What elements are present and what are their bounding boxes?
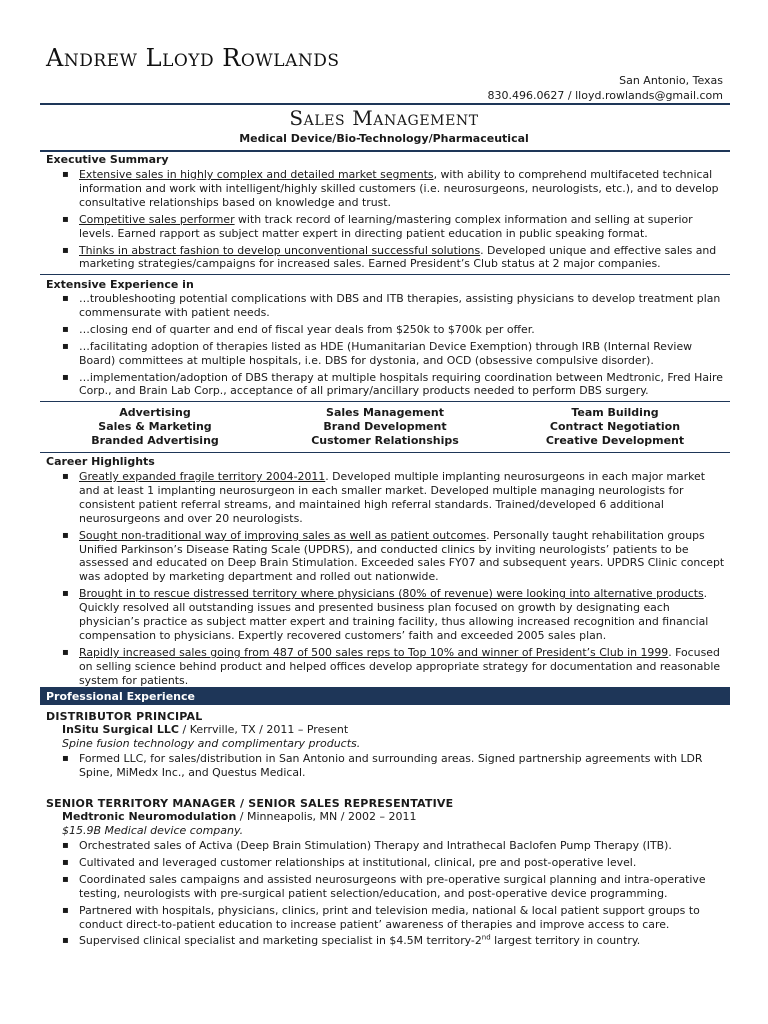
executive-summary-list bbox=[62, 168, 727, 274]
contact-info: 830.496.0627 / lloyd.rowlands@gmail.com bbox=[487, 89, 723, 102]
list-item: ▪ Extensive sales in highly complex and detailed market segments, with ability to comprehend multifaceted technical information and work with intelligent/highly skilled customers (i.e. neurosurgeons, neurologists, etc.), and to develop consultative relationships based on knowledge and trust. bbox=[62, 168, 727, 210]
executive-summary-heading: Executive Summary bbox=[46, 153, 169, 166]
list-item: ▪ Coordinated sales campaigns and assisted neurosurgeons with pre-operative surgical planning and intra-operative testing, neurologists with pre-surgical patient selection/education, and post-operative device programming. bbox=[62, 873, 727, 901]
job-title: DISTRIBUTOR PRINCIPAL bbox=[46, 710, 203, 723]
list-item: ▪ Competitive sales performer with track record of learning/mastering complex information and selling at superior levels. Earned rapport as subject matter expert in directing patient education in public speaking format. bbox=[62, 213, 727, 241]
contact-block bbox=[487, 73, 723, 103]
list-item: ▪ Partnered with hospitals, physicians, clinics, print and television media, national & local patient support groups to conduct direct-to-patient education to increase patient’ awareness of therapies and improve access to care. bbox=[62, 904, 727, 932]
company-description: Spine fusion technology and complimentary products. bbox=[62, 737, 361, 750]
list-item: ▪ Sought non-traditional way of improving sales as well as patient outcomes. Personally taught rehabilitation groups Unified Parkinson’s Disease Rating Scale (UPDRS), and conducted clinics by inviting neurologists’ patients to be assessed and educated on Deep Brain Stimulation. Exceeded sales FY07 and subsequent years. UPDRS Clinic concept was adopted by marketing department and rolled out nationwide. bbox=[62, 529, 727, 585]
candidate-name: Andrew Lloyd Rowlands bbox=[46, 44, 340, 72]
job-duties-list bbox=[62, 752, 727, 783]
job-duties-list bbox=[62, 839, 727, 951]
list-item: ▪ Cultivated and leveraged customer relationships at institutional, clinical, pre and post-operative level. bbox=[62, 856, 727, 870]
list-item: ▪ Formed LLC, for sales/distribution in San Antonio and surrounding areas. Signed partnership agreements with LDR Spine, MiMedx Inc., and Questus Medical. bbox=[62, 752, 727, 780]
title-rule bbox=[40, 150, 730, 152]
list-item: ▪ Supervised clinical specialist and marketing specialist in $4.5M territory-2nd largest territory in country. bbox=[62, 934, 727, 948]
skills-column-2: Sales Management Brand Development Customer Relationships bbox=[311, 406, 459, 447]
section-rule bbox=[40, 274, 730, 275]
list-item: ▪ Thinks in abstract fashion to develop unconventional successful solutions. Developed unique and effective sales and marketing strategies/campaigns for increased sales. Earned President’s Club status at 2 major companies. bbox=[62, 244, 727, 272]
career-highlights-list bbox=[62, 470, 727, 691]
section-rule bbox=[40, 401, 730, 402]
company-name: Medtronic Neuromodulation bbox=[62, 810, 237, 823]
job-title: SENIOR TERRITORY MANAGER / SENIOR SALES REPRESENTATIVE bbox=[46, 797, 454, 810]
extensive-experience-list bbox=[62, 292, 727, 401]
company-description: $15.9B Medical device company. bbox=[62, 824, 244, 837]
list-item: ▪ …implementation/adoption of DBS therapy at multiple hospitals requiring coordination between Medtronic, Fred Haire Corp., and Brain Lab Corp., acceptance of all primary/ancillary products needed to perform DBS surgery. bbox=[62, 371, 727, 399]
list-item: ▪ …closing end of quarter and end of fiscal year deals from $250k to $700k per offer. bbox=[62, 323, 727, 337]
skills-column-3: Team Building Contract Negotiation Creative Development bbox=[545, 406, 685, 447]
career-highlights-heading: Career Highlights bbox=[46, 455, 155, 468]
page-subtitle: Medical Device/Bio-Technology/Pharmaceutical bbox=[239, 132, 529, 145]
company-line: Medtronic Neuromodulation / Minneapolis, MN / 2002 – 2011 bbox=[62, 810, 417, 823]
list-item: ▪ …troubleshooting potential complications with DBS and ITB therapies, assisting physicians to develop treatment plan commensurate with patient needs. bbox=[62, 292, 727, 320]
location: San Antonio, Texas bbox=[619, 74, 723, 87]
list-item: ▪ Greatly expanded fragile territory 2004-2011. Developed multiple implanting neurosurgeons in each major market and at least 1 implanting neurosurgeon in each smaller market. Developed multiple managing neurologists for consistent patient referral streams, and maintained high referral standards. Trained/developed 6 additional neurosurgeons and over 20 neurologists. bbox=[62, 470, 727, 526]
section-rule bbox=[40, 452, 730, 453]
extensive-experience-heading: Extensive Experience in bbox=[46, 278, 194, 291]
list-item: ▪ Rapidly increased sales going from 487 of 500 sales reps to Top 10% and winner of President’s Club in 1999. Focused on selling science behind product and helped offices develop appropriate strategy for documentation and reasonable system for patients. bbox=[62, 646, 727, 688]
professional-experience-heading: Professional Experience bbox=[46, 690, 195, 703]
company-line: InSitu Surgical LLC / Kerrville, TX / 2011 – Present bbox=[62, 723, 349, 736]
professional-experience-bar bbox=[40, 687, 730, 705]
skills-column-1: Advertising Sales & Marketing Branded Advertising bbox=[91, 406, 219, 447]
page-title: Sales Management bbox=[289, 106, 479, 130]
header-rule bbox=[40, 103, 730, 105]
list-item: ▪ …facilitating adoption of therapies listed as HDE (Humanitarian Device Exemption) through IRB (Internal Review Board) committees at multiple hospitals, i.e. DBS for dystonia, and OCD (obsessive compulsive disorder). bbox=[62, 340, 727, 368]
company-name: InSitu Surgical LLC bbox=[62, 723, 179, 736]
list-item: ▪ Brought in to rescue distressed territory where physicians (80% of revenue) were looking into alternative products. Quickly resolved all outstanding issues and presented business plan focused on growth by designating each physician’s practice as subject matter expert and training facility, thus allowing increased recognition and financial compensation to physicians. Expertly recovered customers’ faith and exceeded 2005 sales plan. bbox=[62, 587, 727, 643]
list-item: ▪ Orchestrated sales of Activa (Deep Brain Stimulation) Therapy and Intrathecal Baclofen Pump Therapy (ITB). bbox=[62, 839, 727, 853]
